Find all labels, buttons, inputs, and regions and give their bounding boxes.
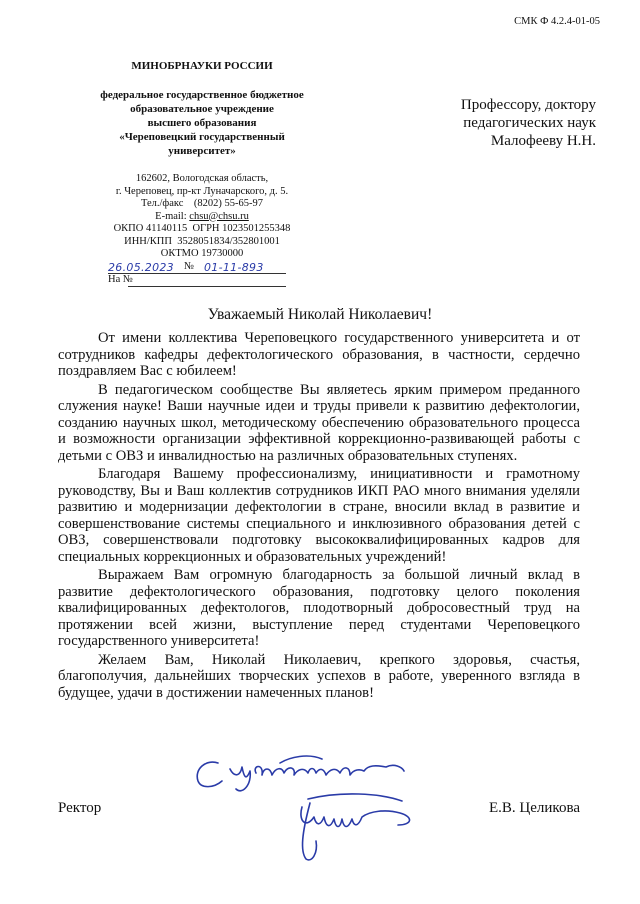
greeting: Уважаемый Николай Николаевич! — [207, 306, 433, 323]
letter-body — [58, 330, 580, 701]
reference-line — [108, 274, 286, 287]
address-line: г. Череповец, пр-кт Луначарского, д. 5. — [115, 185, 289, 197]
registration-date: 26.05.2023 — [108, 261, 174, 274]
signature-stroke — [308, 794, 402, 801]
signature-text: С уважением — [190, 755, 196, 756]
body-paragraph: Желаем Вам, Николай Николаевич, крепкого здоровья, счастья, благополучия, дальнейших творческих успехов в работе, уверенного взгляда в будущее, удачи в достижении намеченных планов! — [58, 651, 580, 701]
body-paragraph: Выражаем Вам огромную благодарность за большой личный вклад в развитие дефектологического образования, подготовку целого поколения квалифицированных дефектологов, плодотворный добросовестный труд на протяжении всей жизни, выступление перед студентами Череповецкого государственного университета! — [58, 567, 580, 649]
phone-line: Тел./факс (8202) 55-65-97 — [140, 198, 264, 209]
addressee-block — [461, 96, 596, 150]
reference-blank — [128, 286, 286, 287]
registration-line — [108, 259, 286, 274]
org-line: федеральное государственное бюджетное — [100, 89, 304, 101]
body-paragraph: В педагогическом сообществе Вы являетесь ярким примером преданного служения науке! Ваши научные идеи и труды привели к развитию дефектологии, созданию научных школ, методическому обеспечению образовательного процесса и возможности организации эффективной коррекционно-развивающей работы с детьми с ОВЗ и инвалидностью на различных образовательных ступенях. — [58, 381, 580, 464]
signer-role: Ректор — [58, 800, 102, 816]
addressee-line: Малофееву Н.Н. — [490, 133, 596, 149]
signature-stroke — [197, 762, 222, 787]
reference-label: На № — [108, 274, 133, 285]
org-line: высшего образования — [147, 117, 257, 129]
signature-stroke — [230, 765, 404, 790]
org-line: университет» — [168, 145, 236, 157]
organization-name — [76, 88, 328, 158]
signature-stroke — [301, 807, 410, 827]
addressee-line: Профессору, доктору — [460, 97, 596, 113]
okpo-ogrn-line: ОКПО 41140115 ОГРН 1023501255348 — [113, 223, 291, 234]
signature-stroke — [280, 756, 322, 763]
org-line: «Череповецкий государственный — [119, 131, 285, 143]
email-link[interactable]: chsu@chsu.ru — [189, 210, 249, 222]
oktmo-line: ОКТМО 19730000 — [160, 248, 244, 259]
contact-block — [76, 173, 328, 261]
inn-kpp-line: ИНН/КПП 3528051834/352801001 — [124, 235, 280, 247]
email-line — [76, 211, 328, 224]
form-code: СМК Ф 4.2.4-01-05 — [514, 16, 600, 27]
body-paragraph: Благодаря Вашему профессионализму, инициативности и грамотному руководству, Вы и Ваш коллектив сотрудников ИКП РАО много внимания уделяли развитию и модернизации дефектологии в стране, вносили вклад в развитие и совершенствование системы специального и инклюзивного образования детей с ОВЗ, совершенствовали подготовку высококвалифицированных кадров для специальных коррекционных и образовательных учреждений! — [58, 466, 580, 565]
signer-name: Е.В. Целикова — [489, 800, 580, 816]
registration-number-label: № — [184, 261, 195, 272]
body-paragraph: От имени коллектива Череповецкого государственного университета и от сотрудников кафедры дефектологического образования, в частности, сердечно поздравляем Вас с юбилеем! — [58, 330, 580, 379]
ministry-name: МИНОБРНАУКИ РОССИИ — [131, 60, 273, 72]
signature-stroke — [303, 803, 317, 860]
addressee-line: педагогических наук — [463, 115, 596, 131]
registration-number: 01-11-893 — [204, 261, 264, 274]
handwritten-signature — [190, 755, 430, 865]
email-label: E-mail: — [155, 210, 190, 222]
address-line: 162602, Вологодская область, — [135, 173, 269, 184]
org-line: образовательное учреждение — [130, 103, 274, 115]
